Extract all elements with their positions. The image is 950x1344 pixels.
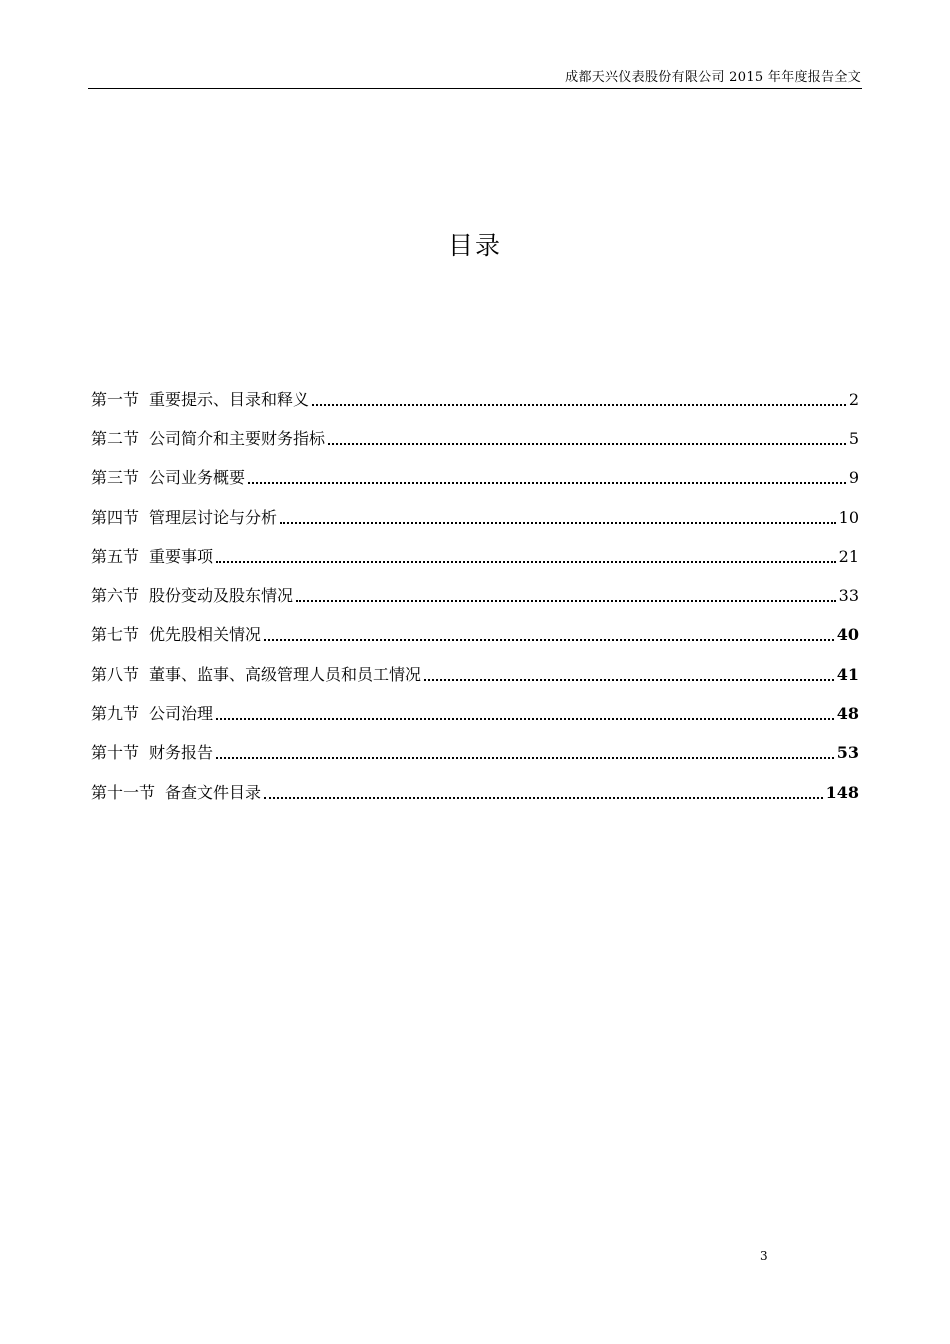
toc-entry-label: 董事、监事、高级管理人员和员工情况 (149, 664, 422, 684)
toc-dot-leader (280, 522, 836, 524)
toc-entry-label: 公司简介和主要财务指标 (149, 428, 326, 448)
toc-entry-page: 33 (838, 586, 859, 606)
toc-entry-label: 备查文件目录 (165, 782, 262, 802)
toc-entry-label: 财务报告 (149, 743, 214, 763)
document-header-title: 成都天兴仪表股份有限公司 2015 年年度报告全文 (565, 70, 861, 85)
toc-entry[interactable] (91, 616, 859, 655)
toc-entry-label: 优先股相关情况 (149, 625, 262, 645)
toc-entry-section: 第二节 (91, 428, 140, 448)
toc-entry[interactable] (91, 576, 859, 615)
toc-entry-label: 公司治理 (149, 704, 214, 724)
toc-entry[interactable] (91, 498, 859, 537)
toc-entry-section: 第九节 (91, 704, 140, 724)
toc-dot-leader (312, 404, 846, 406)
toc-entry-page: 21 (838, 546, 859, 566)
toc-entry-label: 公司业务概要 (149, 468, 246, 488)
toc-dot-leader (216, 757, 834, 759)
page-number: 3 (760, 1249, 768, 1263)
toc-entry-section: 第四节 (91, 507, 140, 527)
toc-dot-leader (264, 639, 834, 641)
header-divider (88, 88, 862, 89)
toc-dot-leader (216, 561, 836, 563)
toc-dot-leader (248, 482, 846, 484)
toc-entry[interactable] (91, 655, 859, 694)
toc-entry-section: 第八节 (91, 664, 140, 684)
toc-entry[interactable] (91, 773, 859, 812)
toc-entry[interactable] (91, 537, 859, 576)
toc-list (91, 380, 859, 812)
toc-title: 目录 (447, 231, 502, 260)
toc-entry-page: 48 (836, 704, 859, 724)
toc-entry-section: 第五节 (91, 546, 140, 566)
toc-dot-leader (328, 443, 846, 445)
toc-entry-section: 第七节 (91, 625, 140, 645)
toc-dot-leader (296, 600, 836, 602)
toc-entry-section: 第六节 (91, 586, 140, 606)
toc-entry-page: 5 (848, 428, 859, 448)
toc-entry-page: 40 (836, 625, 859, 645)
toc-entry[interactable] (91, 694, 859, 733)
toc-entry-section: 第十节 (91, 743, 140, 763)
toc-entry[interactable] (91, 380, 859, 419)
toc-entry-page: 10 (838, 507, 859, 527)
toc-entry[interactable] (91, 734, 859, 773)
toc-entry-section: 第十一节 (91, 782, 156, 802)
toc-entry-page: 41 (836, 664, 859, 684)
toc-entry-page: 2 (848, 389, 859, 409)
toc-entry-page: 53 (836, 743, 859, 763)
toc-dot-leader (424, 679, 834, 681)
toc-entry-label: 重要事项 (149, 546, 214, 566)
toc-entry-section: 第一节 (91, 389, 140, 409)
toc-entry-page: 9 (848, 468, 859, 488)
toc-entry-section: 第三节 (91, 468, 140, 488)
toc-entry-label: 股份变动及股东情况 (149, 586, 294, 606)
toc-entry[interactable] (91, 419, 859, 458)
toc-entry-page: 148 (825, 782, 859, 802)
toc-entry-label: 重要提示、目录和释义 (149, 389, 310, 409)
toc-entry[interactable] (91, 459, 859, 498)
toc-dot-leader (216, 718, 834, 720)
toc-entry-label: 管理层讨论与分析 (149, 507, 278, 527)
toc-dot-leader (264, 797, 823, 799)
